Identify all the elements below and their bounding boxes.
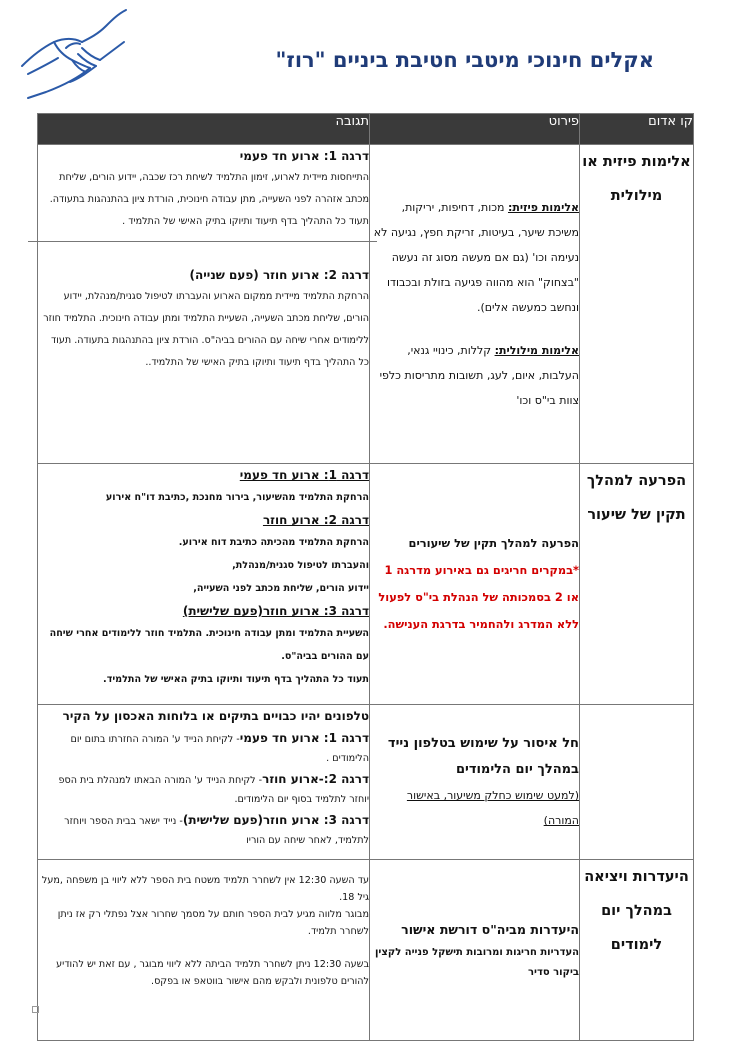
- disruption-detail: הפרעה למהלך תקין של שיעורים: [408, 536, 579, 550]
- level-2-title: דרגה 2:-ארוע חוזר: [262, 772, 369, 786]
- level-2-title: דרגה 2: ארוע חוזר: [262, 513, 369, 527]
- header-red-line: קו אדום: [580, 114, 694, 145]
- truancy-officer-note: העדריות חריגות ומרובות תישקל פנייה לקצין ביקור סדיר: [374, 947, 579, 978]
- level-3-line-2: תעוד כל התהליך בדף תיעוד ותיוקו בתיק האישי של התלמיד.: [103, 674, 369, 685]
- response-cell: [38, 705, 370, 860]
- verbal-violence-label: אלימות מילולית:: [494, 344, 579, 357]
- absence-rule-3: בשעה 12:30 ניתן לשחרר תלמיד הביתה ללא ליווי מבוגר , עם זאת יש להודיע להורים טלפונית ולבקש מהם אישור בווטאפ או בפקס.: [56, 959, 369, 987]
- level-2-text: הרחקת התלמיד מיידית ממקום הארוע והעברתו לטיפול סגנית/מנהלת, יידוע הורים, שליחת מכתב השעייה, השעיית התלמיד ומתן עבודה חינוכית. התלמיד חוזר ללימודים אחרי שיחה עם ההורים בביה"ס. הורדת ציון בהתנהגות בתעודה. תעוד כל התהליך בדף תיעוד ותיוקו בתיק האישי של התלמיד..: [43, 291, 369, 368]
- level-3-title: דרגה 3: ארוע חוזר(פעם שלישית): [182, 813, 369, 827]
- level-1-title: דרגה 1: ארוע חד פעמי: [239, 468, 369, 482]
- level-1-title: דרגה 1: ארוע חד פעמי: [239, 149, 369, 163]
- level-3-text: השעיית התלמיד ומתן עבודה חינוכית. התלמיד חוזר ללימודים אחרי שיחה עם ההורים בביה"ס.: [49, 628, 369, 662]
- table-row: [38, 860, 694, 1041]
- absence-detail: היעדרות מביה"ס דורשת אישור: [401, 922, 579, 937]
- detail-cell: [370, 860, 580, 1041]
- table-row: [38, 705, 694, 860]
- detail-cell: [370, 145, 580, 464]
- level-1-text: הרחקת התלמיד מהשיעור, בירור מחנכת ,כתיבת דו"ח אירוע: [105, 492, 369, 503]
- header-detail: פירוט: [370, 114, 580, 145]
- detail-cell: [370, 705, 580, 860]
- phone-ban-exception: (למעט שימוש כחלק משיעור, באישור המורה): [406, 789, 579, 827]
- physical-violence-label: אלימות פיזית:: [507, 201, 579, 214]
- absence-rule-1: עד השעה 12:30 אין לשחרר תלמיד משטח בית הספר ללא ליווי בן משפחה ,מעל גיל 18.: [41, 875, 369, 903]
- handshake-logo-icon: [18, 8, 130, 100]
- phone-ban-detail: חל איסור על שימוש בטלפון נייד במהלך יום הלימודים: [387, 736, 579, 777]
- level-3-text: - נייד ישאר בבית הספר ויוחזר לתלמיד, לאחר שיחה עם הוריו: [64, 816, 369, 846]
- level-2-line-2: והעברתו לטיפול סגנית/מנהלת,: [232, 560, 369, 571]
- level-1-text: התייחסות מיידית לארוע, זימון התלמיד לשיחת רכז שכבה, יידוע הורים, שליחת מכתב אזהרה לפני השעייה, מתן עבודה חינוכית, הורדת ציון בהתנהגות בתעודה. תעוד כל התהליך בדף תיעוד ותיוקו בתיק האישי של התלמיד .: [49, 172, 369, 227]
- header-response: תגובה: [38, 114, 370, 145]
- exceptional-cases-note: *במקרים חריגים גם באירוע מדרגה 1 או 2 בסמכותה של הנהלת בי"ס לפעול ללא המדרג ולהחמיר בדרגת הענישה.: [378, 563, 579, 631]
- red-line-label: הפרעה למהלך תקין של שיעור: [586, 473, 687, 523]
- red-line-label: היעדרות ויציאה במהלך יום לימודים: [584, 869, 689, 953]
- level-2-line-1: הרחקת התלמיד מהכיתה כתיבת דוח אירוע.: [178, 537, 369, 548]
- table-row: [38, 145, 694, 464]
- table-header-row: [38, 114, 694, 145]
- level-1-text: - לקיחת הנייד ע' המורה החזרתו בתום יום הלימודים .: [70, 734, 369, 764]
- table-row: [38, 464, 694, 705]
- verbal-violence-desc: קללות, כינויי גנאי, העלבות, איום, לעג, תשובות מתריסות כלפי צוות בי"ס וכו': [379, 344, 579, 407]
- level-1-title: דרגה 1: ארוע חד פעמי: [239, 731, 369, 745]
- response-cell: [38, 145, 370, 464]
- detail-cell: [370, 464, 580, 705]
- physical-violence-desc: מכות, דחיפות, יריקות, משיכת שיער, בעיטות, זריקת חפץ, נגיעה לא נעימה וכו' (גם אם מעשה מסוג זה נעשה "בצחוק" הוא מהווה פגיעה בזולת ובכבודו ונחשב כמעשה אלים).: [373, 201, 579, 314]
- red-line-label: אלימות פיזית או מילולית: [582, 154, 691, 204]
- physical-violence-text: [370, 195, 579, 320]
- level-2-title: דרגה 2: ארוע חוזר (פעם שנייה): [189, 268, 369, 282]
- level-3-title: דרגה 3: ארוע חוזר(פעם שלישית): [182, 604, 369, 618]
- red-line-cell: [580, 145, 694, 464]
- verbal-violence-text: [370, 338, 579, 413]
- level-2-line-3: יידוע הורים, שליחת מכתב לפני השעייה,: [193, 583, 369, 594]
- absence-rule-2: מבוגר מלווה מגיע לבית הספר חותם על מסמך שחרור אצל נפתלי רק אז ניתן לשחרר תלמיד.: [57, 909, 369, 937]
- response-cell: [38, 860, 370, 1041]
- page-marker: [32, 1006, 39, 1013]
- response-cell: [38, 464, 370, 705]
- red-line-cell: [580, 705, 694, 860]
- red-line-cell: [580, 464, 694, 705]
- page-title: אקלים חינוכי מיטבי חטיבת ביניים "רוז": [275, 48, 654, 72]
- level-2-text: - לקיחת הנייד ע' המורה הבאתו למנהלת בית הספ יוחזר לתלמיד בסוף יום הלימודים.: [58, 775, 369, 805]
- red-lines-table: [37, 113, 694, 1041]
- level-2-block: [28, 241, 377, 374]
- phones-intro: טלפונים יהיו כבויים בתיקים או בלוחות האכסון על הקיר: [62, 709, 369, 723]
- red-line-cell: [580, 860, 694, 1041]
